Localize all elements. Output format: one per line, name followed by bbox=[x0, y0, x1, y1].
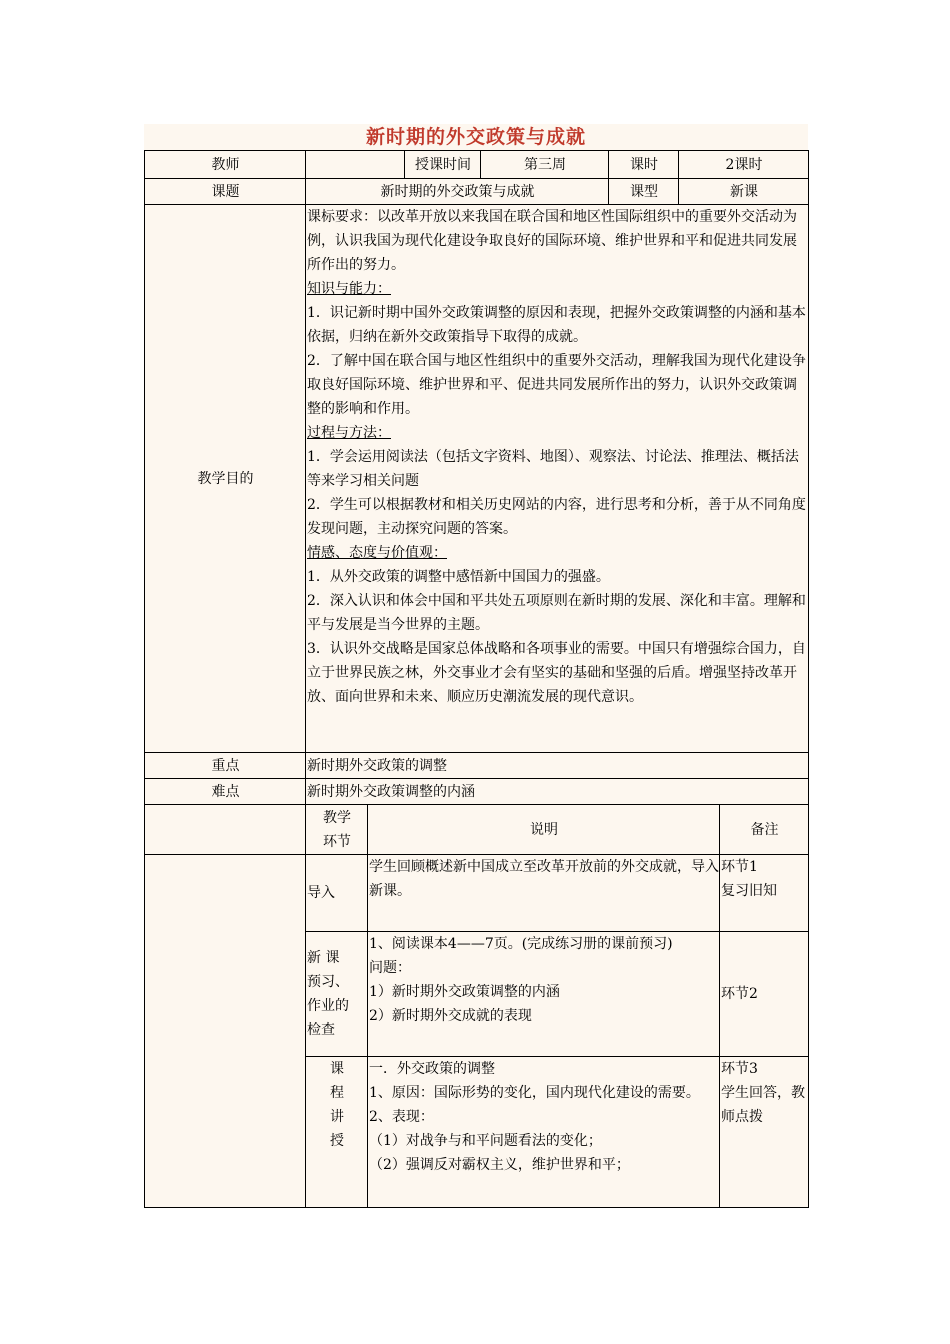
key-point-value: 新时期外交政策的调整 bbox=[306, 753, 809, 779]
attitude-heading: 情感、态度与价值观： bbox=[307, 545, 447, 561]
knowledge-item: 2．了解中国在联合国与地区性组织中的重要外交活动，理解我国为现代化建设争取良好国际环境、维护世界和平、促进共同发展所作出的努力，认识外交政策调整的影响和作用。 bbox=[307, 353, 806, 417]
page-title: 新时期的外交政策与成就 bbox=[144, 124, 808, 150]
time-label: 授课时间 bbox=[405, 151, 481, 179]
difficulty-label: 难点 bbox=[145, 779, 306, 805]
blank-cell bbox=[145, 805, 306, 855]
process-item: 2．学生可以根据教材和相关历史网站的内容，进行思考和分析，善于从不同角度发现问题，主动探究问题的答案。 bbox=[307, 497, 806, 537]
topic-label: 课题 bbox=[145, 179, 306, 205]
desc-cell bbox=[368, 1057, 720, 1208]
desc-line: 1、原因：国际形势的变化，国内现代化建设的需要。 bbox=[369, 1085, 700, 1101]
desc-line: 2）新时期外交成就的表现 bbox=[369, 1008, 532, 1024]
desc-line: （2）强调反对霸权主义，维护世界和平； bbox=[369, 1157, 630, 1173]
desc-line: （1）对战争与和平问题看法的变化； bbox=[369, 1133, 602, 1149]
note-line: 环节1 bbox=[721, 859, 758, 875]
stage-line: 程 bbox=[330, 1085, 344, 1101]
stage-line: 作业的 bbox=[307, 998, 349, 1014]
difficulty-value: 新时期外交政策调整的内涵 bbox=[306, 779, 809, 805]
objectives-content bbox=[306, 205, 809, 753]
note-line: 学生回答，教师点拨 bbox=[721, 1085, 805, 1125]
attitude-item: 3．认识外交战略是国家总体战略和各项事业的需要。中国只有增强综合国力，自立于世界民族之林，外交事业才会有坚实的基础和坚强的后盾。增强坚持改革开放、面向世界和未来、顺应历史潮流发展的现代意识。 bbox=[307, 641, 806, 705]
type-value: 新课 bbox=[679, 179, 809, 205]
process-heading: 过程与方法： bbox=[307, 425, 391, 441]
process-item: 1．学会运用阅读法（包括文字资料、地图）、观察法、讨论法、推理法、概括法等来学习相关问题 bbox=[307, 449, 799, 489]
process-table bbox=[144, 804, 809, 1208]
topic-value: 新时期的外交政策与成就 bbox=[306, 179, 609, 205]
stage-line: 授 bbox=[330, 1133, 344, 1149]
stage-line: 讲 bbox=[330, 1109, 344, 1125]
stage-header-line: 教学 bbox=[323, 809, 351, 826]
desc-line: 1）新时期外交政策调整的内涵 bbox=[369, 984, 560, 1000]
stage-header bbox=[306, 805, 368, 855]
hours-value: 2课时 bbox=[679, 151, 809, 179]
note-cell bbox=[720, 855, 809, 932]
stage-cell bbox=[306, 932, 368, 1057]
attitude-item: 2．深入认识和体会中国和平共处五项原则在新时期的发展、深化和丰富。理解和平与发展是当今世界的主题。 bbox=[307, 593, 806, 633]
desc-cell bbox=[368, 932, 720, 1057]
stage-header-line: 环节 bbox=[323, 833, 351, 850]
curriculum-standard: 课标要求：以改革开放以来我国在联合国和地区性国际组织中的重要外交活动为例，认识我国为现代化建设争取良好的国际环境、维护世界和平和促进共同发展所作出的努力。 bbox=[307, 209, 797, 273]
desc-line: 1、阅读课本4——7页。(完成练习册的课前预习) bbox=[369, 936, 673, 952]
type-label: 课型 bbox=[609, 179, 679, 205]
stage-line: 新 课 bbox=[307, 950, 340, 966]
note-line: 复习旧知 bbox=[721, 883, 777, 899]
desc-line: 问题： bbox=[369, 960, 411, 976]
teacher-label: 教师 bbox=[145, 151, 306, 179]
time-value: 第三周 bbox=[481, 151, 609, 179]
stage-line: 检查 bbox=[307, 1022, 335, 1038]
stage-line: 预习、 bbox=[307, 974, 349, 990]
teacher-value bbox=[306, 151, 405, 179]
lesson-plan bbox=[144, 124, 808, 1208]
objectives-table bbox=[144, 204, 809, 805]
attitude-item: 1．从外交政策的调整中感悟新中国国力的强盛。 bbox=[307, 569, 610, 585]
note-header: 备注 bbox=[720, 805, 809, 855]
hours-label: 课时 bbox=[609, 151, 679, 179]
header-table bbox=[144, 150, 809, 205]
desc-line: 学生回顾概述新中国成立至改革开放前的外交成就，导入新课。 bbox=[369, 859, 719, 899]
stage-line: 课 bbox=[330, 1061, 344, 1077]
stage-cell bbox=[306, 1057, 368, 1208]
key-point-label: 重点 bbox=[145, 753, 306, 779]
knowledge-item: 1．识记新时期中国外交政策调整的原因和表现，把握外交政策调整的内涵和基本依据，归纳在新外交政策指导下取得的成就。 bbox=[307, 305, 806, 345]
knowledge-heading: 知识与能力： bbox=[307, 281, 391, 297]
note-line: 环节3 bbox=[721, 1061, 758, 1077]
note-cell: 环节2 bbox=[720, 932, 809, 1057]
stage-cell: 导入 bbox=[306, 855, 368, 932]
desc-cell bbox=[368, 855, 720, 932]
blank-cell bbox=[145, 855, 306, 1208]
desc-line: 2、表现： bbox=[369, 1109, 434, 1125]
note-cell bbox=[720, 1057, 809, 1208]
objectives-label: 教学目的 bbox=[145, 205, 306, 753]
desc-line: 一．外交政策的调整 bbox=[369, 1061, 495, 1077]
desc-header: 说明 bbox=[368, 805, 720, 855]
